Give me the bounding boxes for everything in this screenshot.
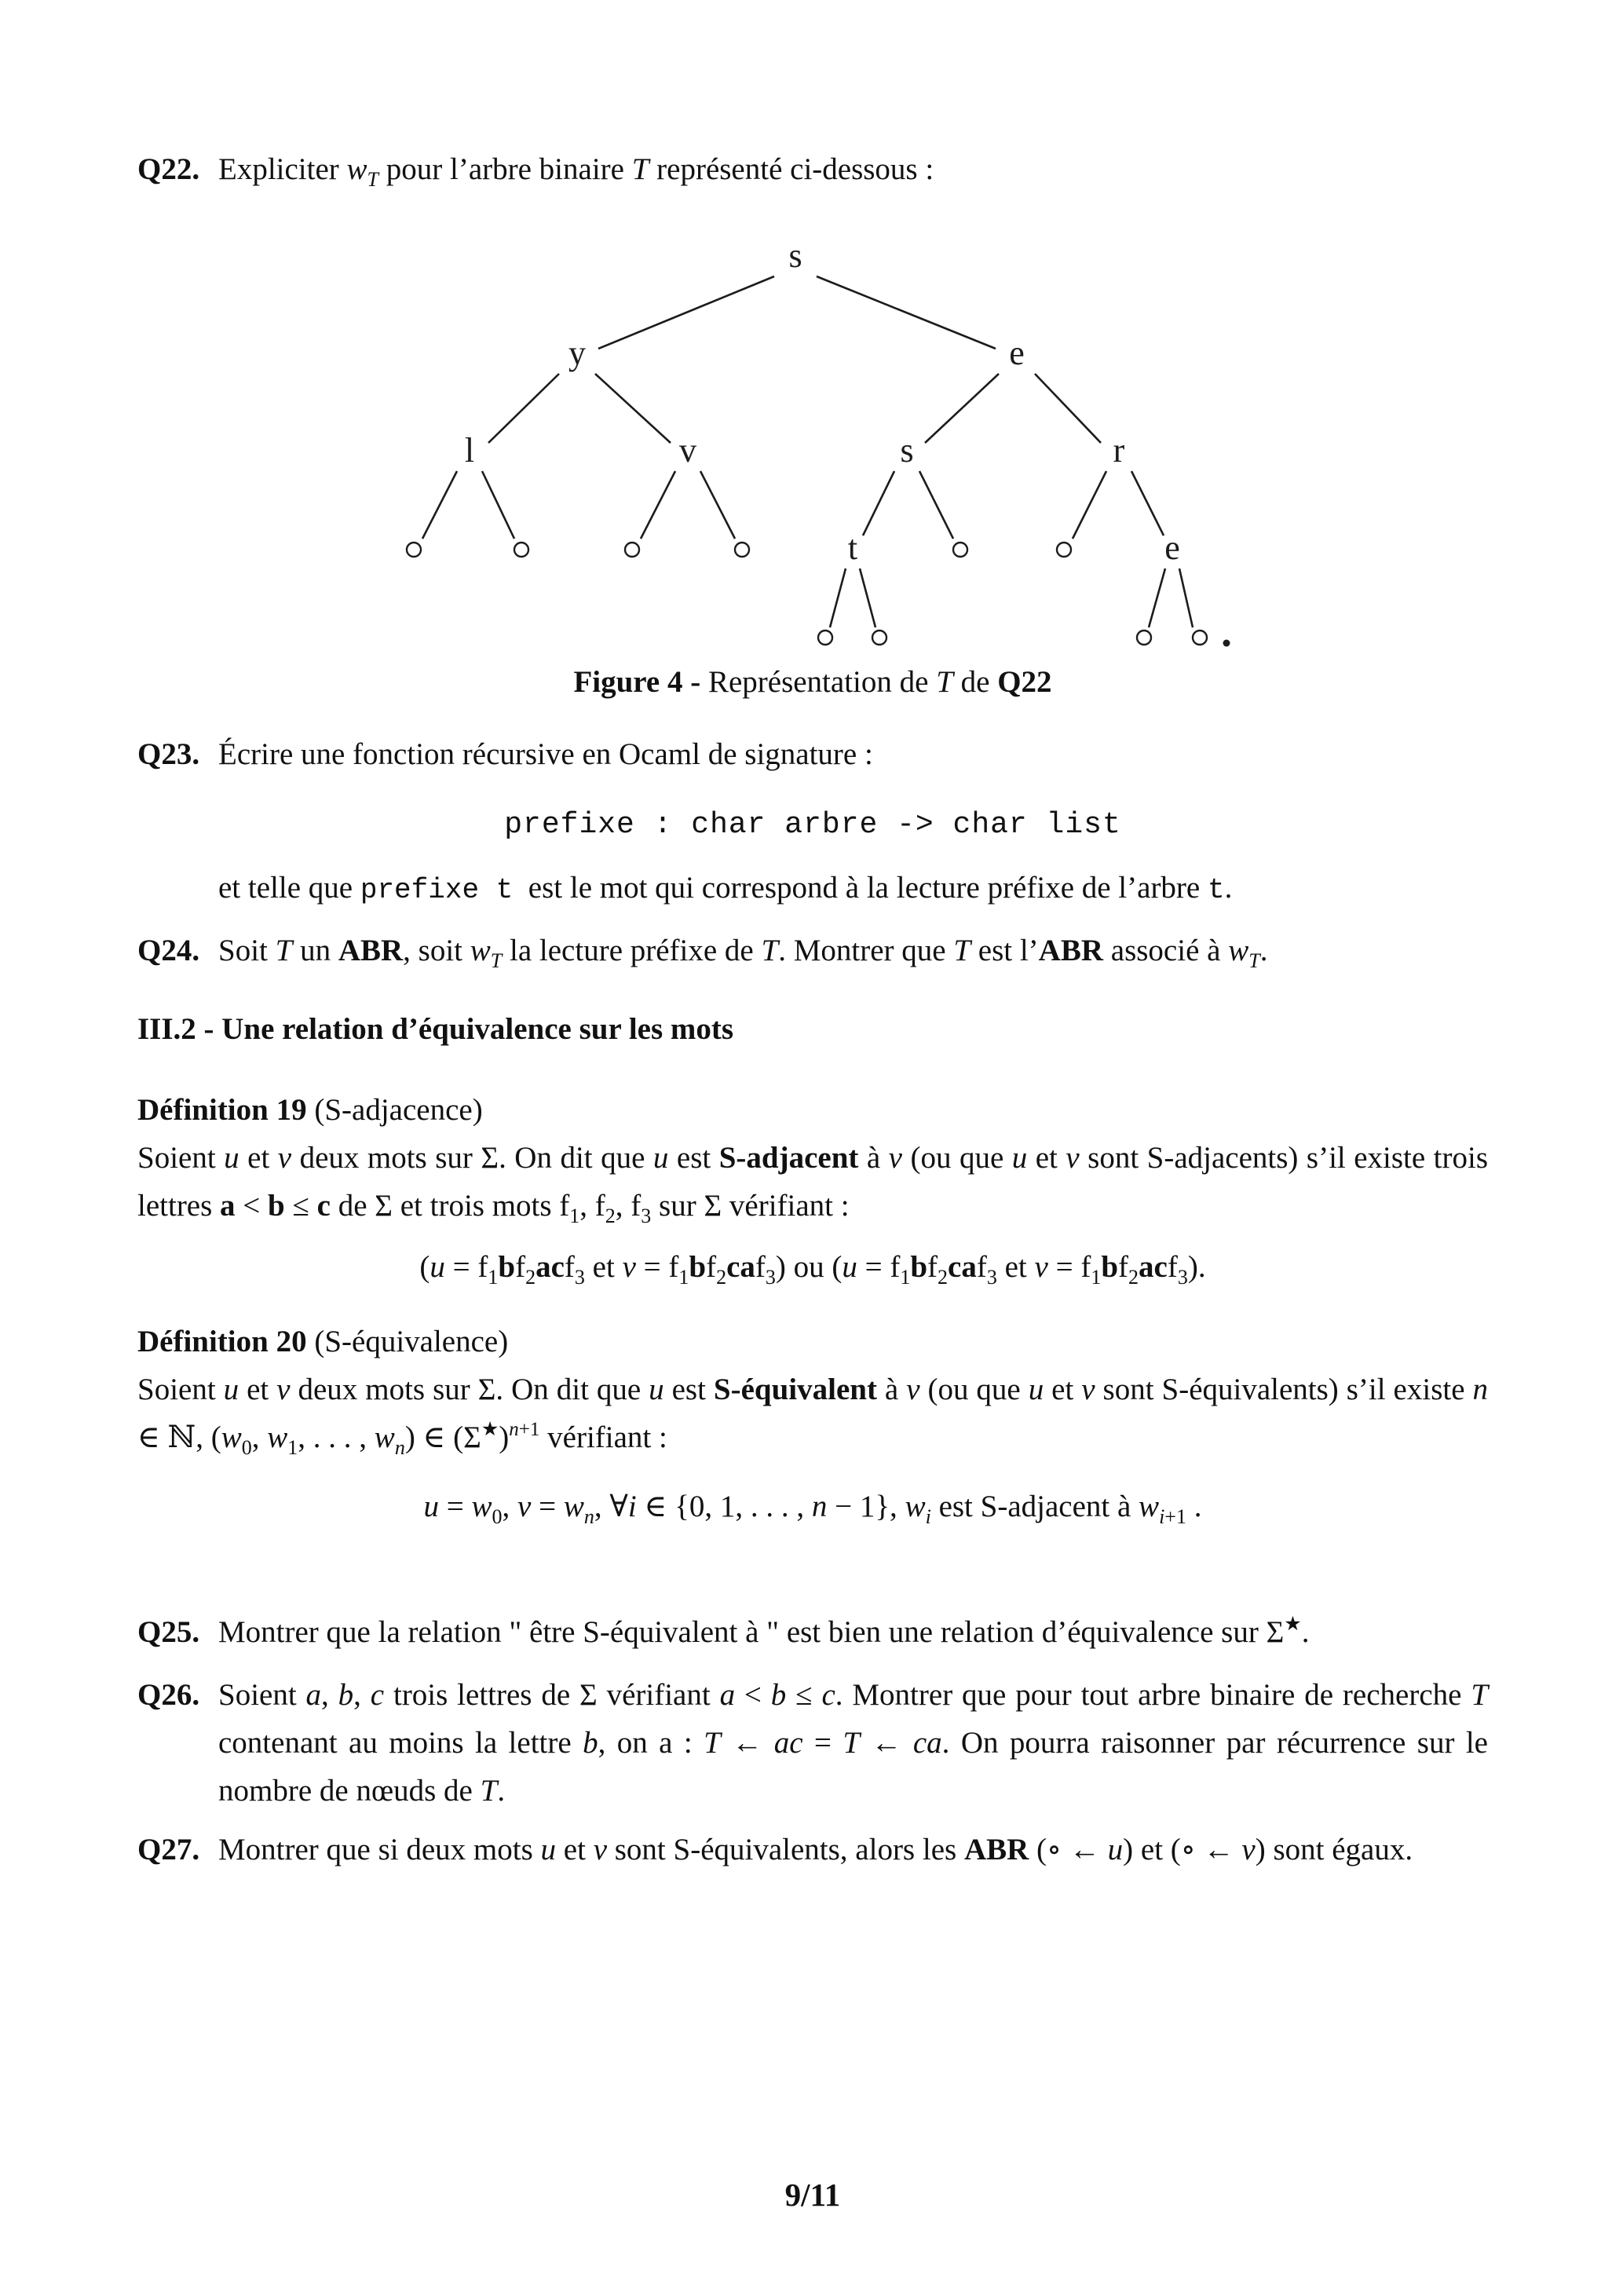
question-q25: [137, 1608, 1488, 1656]
question-q25-label: Q25.: [137, 1615, 200, 1649]
definition-19-formula: ($u = f_1bf_2acf_3$ et $v = f_1bf_2caf_3$) ou ($u = f_1bf_2caf_3$ et $v = f_1bf_2acf_3$).: [419, 1250, 1206, 1289]
question-q22-text: Expliciter $w_T$ pour l’arbre binaire T représenté ci-dessous :: [218, 152, 934, 191]
figure-caption: Figure 4 - Représentation de T de Q22: [573, 665, 1052, 699]
question-q26-text: Soient a, b, c trois lettres de Σ vérifiant a < b ≤ c. Montrer que pour tout arbre binaire de recherche T contenant au moins la lettre b, on a : T ← ac = T ← ca. On pourra raisonner par récurrence sur le nombre de nœuds de T.: [218, 1678, 1489, 1808]
svg-text:y: y: [568, 334, 586, 372]
definition-20: [137, 1318, 1488, 1461]
svg-text:e: e: [1009, 334, 1025, 372]
question-q24-label: Q24.: [137, 934, 200, 967]
question-q27: [137, 1826, 1488, 1874]
question-q23-continuation: et telle que prefixe t est le mot qui correspond à la lecture préfixe de l’arbre t.: [218, 871, 1233, 906]
svg-text:e: e: [1164, 528, 1180, 567]
question-q22-label: Q22.: [137, 152, 200, 186]
question-q27-text: Montrer que si deux mots u et v sont S-équivalents, alors les ABR (∘ ← u) et (∘ ← v) sont égaux.: [218, 1833, 1413, 1866]
page-number: 9/11: [784, 2177, 841, 2213]
question-q25-text: Montrer que la relation " être S-équivalent à " est bien une relation d’équivalence sur Σ★.: [218, 1614, 1310, 1649]
question-q22: [137, 145, 1488, 193]
svg-text:t: t: [847, 528, 858, 567]
question-q23-text: Écrire une fonction récursive en Ocaml de signature :: [218, 737, 873, 771]
question-q26: [137, 1671, 1488, 1815]
definition-20-body: Soient u et v deux mots sur Σ. On dit que u est S-équivalent à v (ou que u et v sont S-équivalents) s’il existe n ∈ ℕ, ($w_0$, $w_1$, . . . , $w_n$) ∈ $(\Sigma^★)^{n+1}$ vérifiant :: [137, 1373, 1488, 1459]
section-heading: III.2 - Une relation d’équivalence sur les mots: [137, 1012, 734, 1046]
definition-19-body: Soient u et v deux mots sur Σ. On dit que u est S-adjacent à v (ou que u et v sont S-adjacents) s’il existe trois lettres a < b ≤ c de Σ et trois mots $f_1$, $f_2$, $f_3$ sur Σ vérifiant :: [137, 1141, 1489, 1227]
ocaml-signature-code: prefixe : char arbre -> char list: [504, 808, 1121, 842]
svg-text:s: s: [900, 431, 914, 470]
question-q27-label: Q27.: [137, 1833, 200, 1866]
question-q26-label: Q26.: [137, 1678, 200, 1712]
definition-20-heading: Définition 20 (S-équivalence): [137, 1325, 509, 1358]
svg-text:r: r: [1113, 431, 1125, 470]
question-q24: [137, 927, 1488, 974]
question-q23-label: Q23.: [137, 737, 200, 771]
definition-19-heading: Définition 19 (S-adjacence): [137, 1093, 483, 1127]
question-q23: [137, 730, 1488, 778]
svg-text:v: v: [679, 431, 696, 470]
definition-19: [137, 1086, 1488, 1230]
definition-20-formula: $u = w_0$, $v = w_n$, ∀i ∈ {0, 1, . . . , n − 1}, $w_i$ est S-adjacent à $w_{i+1}$ .: [423, 1490, 1202, 1528]
svg-text:l: l: [464, 431, 475, 470]
svg-text:s: s: [788, 236, 802, 275]
binary-tree-figure: [353, 236, 1327, 652]
question-q24-text: Soit T un ABR, soit $w_T$ la lecture préfixe de T. Montrer que T est l’ABR associé à $w_T$.: [218, 934, 1268, 972]
